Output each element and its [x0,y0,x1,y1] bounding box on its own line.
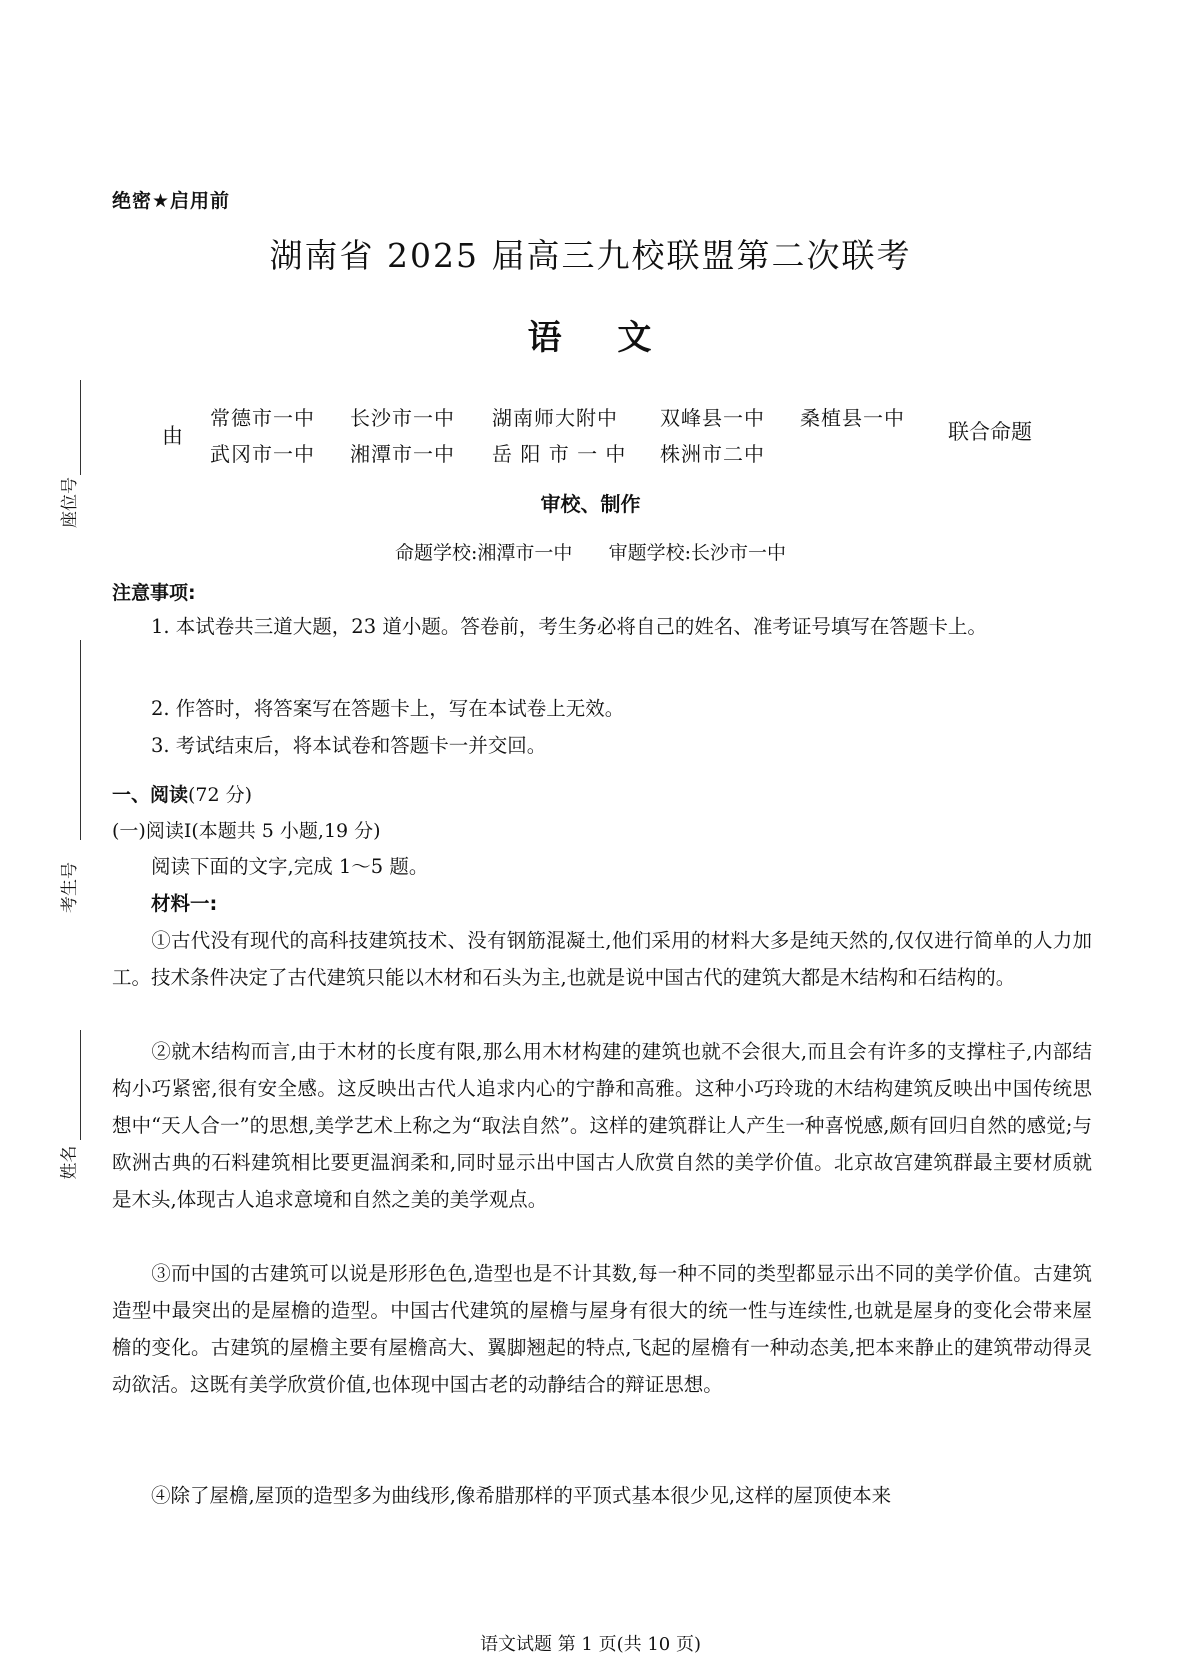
sub-heading: (一)阅读Ⅰ(本题共 5 小题,19 分) [112,820,381,842]
subject-title: 语 文 [527,318,654,358]
body-paragraph [112,1033,1092,1218]
review-label: 审校、制作 [540,492,641,516]
makers-line: 命题学校:湘潭市一中 审题学校:长沙市一中 [394,542,787,564]
body-paragraph [112,922,1092,996]
name-label: 姓名 [59,1145,80,1180]
body-paragraph [112,1477,1092,1514]
part-score: (72 分) [188,784,253,806]
notice-item-text: 2. 作答时，将答案写在答题卡上，写在本试卷上无效。 [151,697,625,720]
school-name: 武冈市一中 [210,442,315,466]
paragraph-text: ①古代没有现代的高科技建筑技术、没有钢筋混凝土,他们采用的材料大多是纯天然的,仅仅进行简单的人力加工。技术条件决定了古代建筑只能以木材和石头为主,也就是说中国古代的建筑大都是木结构和石结构的。 [112,929,1092,989]
notice-item [112,690,1092,727]
seat-label: 座位号 [60,477,80,528]
notice-heading: 注意事项: [112,582,196,604]
body-paragraph [112,1255,1092,1403]
school-name: 常德市一中 [210,406,315,430]
notice-item [112,608,1092,645]
paragraph-text: ③而中国的古建筑可以说是形形色色,造型也是不计其数,每一种不同的类型都显示出不同的美学价值。古建筑造型中最突出的是屋檐的造型。中国古代建筑的屋檐与屋身有很大的统一性与连续性,也就是屋身的变化会带来屋檐的变化。古建筑的屋檐主要有屋檐高大、翼脚翘起的特点,飞起的屋檐有一种动态美,把本来静止的建筑带动得灵动欲活。这既有美学欣赏价值,也体现中国古老的动静结合的辩证思想。 [112,1262,1092,1396]
exam-no-label: 考生号 [60,862,80,913]
notice-item-text: 3. 考试结束后，将本试卷和答题卡一并交回。 [151,734,547,757]
school-name: 双峰县一中 [660,406,765,430]
school-name: 株洲市二中 [660,442,765,466]
by-label: 由 [162,424,183,448]
name-line [80,1030,81,1140]
part-heading [112,780,252,807]
instruction [112,848,1092,885]
exam-title: 湖南省 2025 届高三九校联盟第二次联考 [269,236,912,275]
school-name: 湘潭市一中 [350,442,455,466]
notice-item-text: 1. 本试卷共三道大题，23 道小题。答卷前，考生务必将自己的姓名、准考证号填写在答题卡上。 [151,615,987,638]
notice-item [112,727,1092,764]
exam-no-line [80,640,81,840]
page-footer: 语文试题 第 1 页(共 10 页) [479,1634,701,1655]
school-name: 岳 阳 市 一 中 [492,442,627,466]
school-name: 长沙市一中 [350,406,455,430]
school-name: 湖南师大附中 [492,406,618,430]
material-label-text: 材料一: [151,892,218,915]
seat-line [80,380,81,475]
part-title: 一、阅读 [112,784,189,806]
joint-label: 联合命题 [948,420,1032,444]
instruction-text: 阅读下面的文字,完成 1～5 题。 [151,855,429,878]
material-label [112,885,1092,922]
paragraph-text: ②就木结构而言,由于木材的长度有限,那么用木材构建的建筑也就不会很大,而且会有许多的支撑柱子,内部结构小巧紧密,很有安全感。这反映出古代人追求内心的宁静和高雅。这种小巧玲珑的木结构建筑反映出中国传统思想中“天人合一”的思想,美学艺术上称之为“取法自然”。这样的建筑群让人产生一种喜悦感,颇有回归自然的感觉;与欧洲古典的石料建筑相比要更温润柔和,同时显示出中国古人欣赏自然的美学价值。北京故宫建筑群最主要材质就是木头,体现古人追求意境和自然之美的美学观点。 [112,1040,1092,1211]
paragraph-text: ④除了屋檐,屋顶的造型多为曲线形,像希腊那样的平顶式基本很少见,这样的屋顶使本来 [151,1484,892,1507]
secret-label: 绝密★启用前 [112,190,231,212]
school-name: 桑植县一中 [800,406,905,430]
